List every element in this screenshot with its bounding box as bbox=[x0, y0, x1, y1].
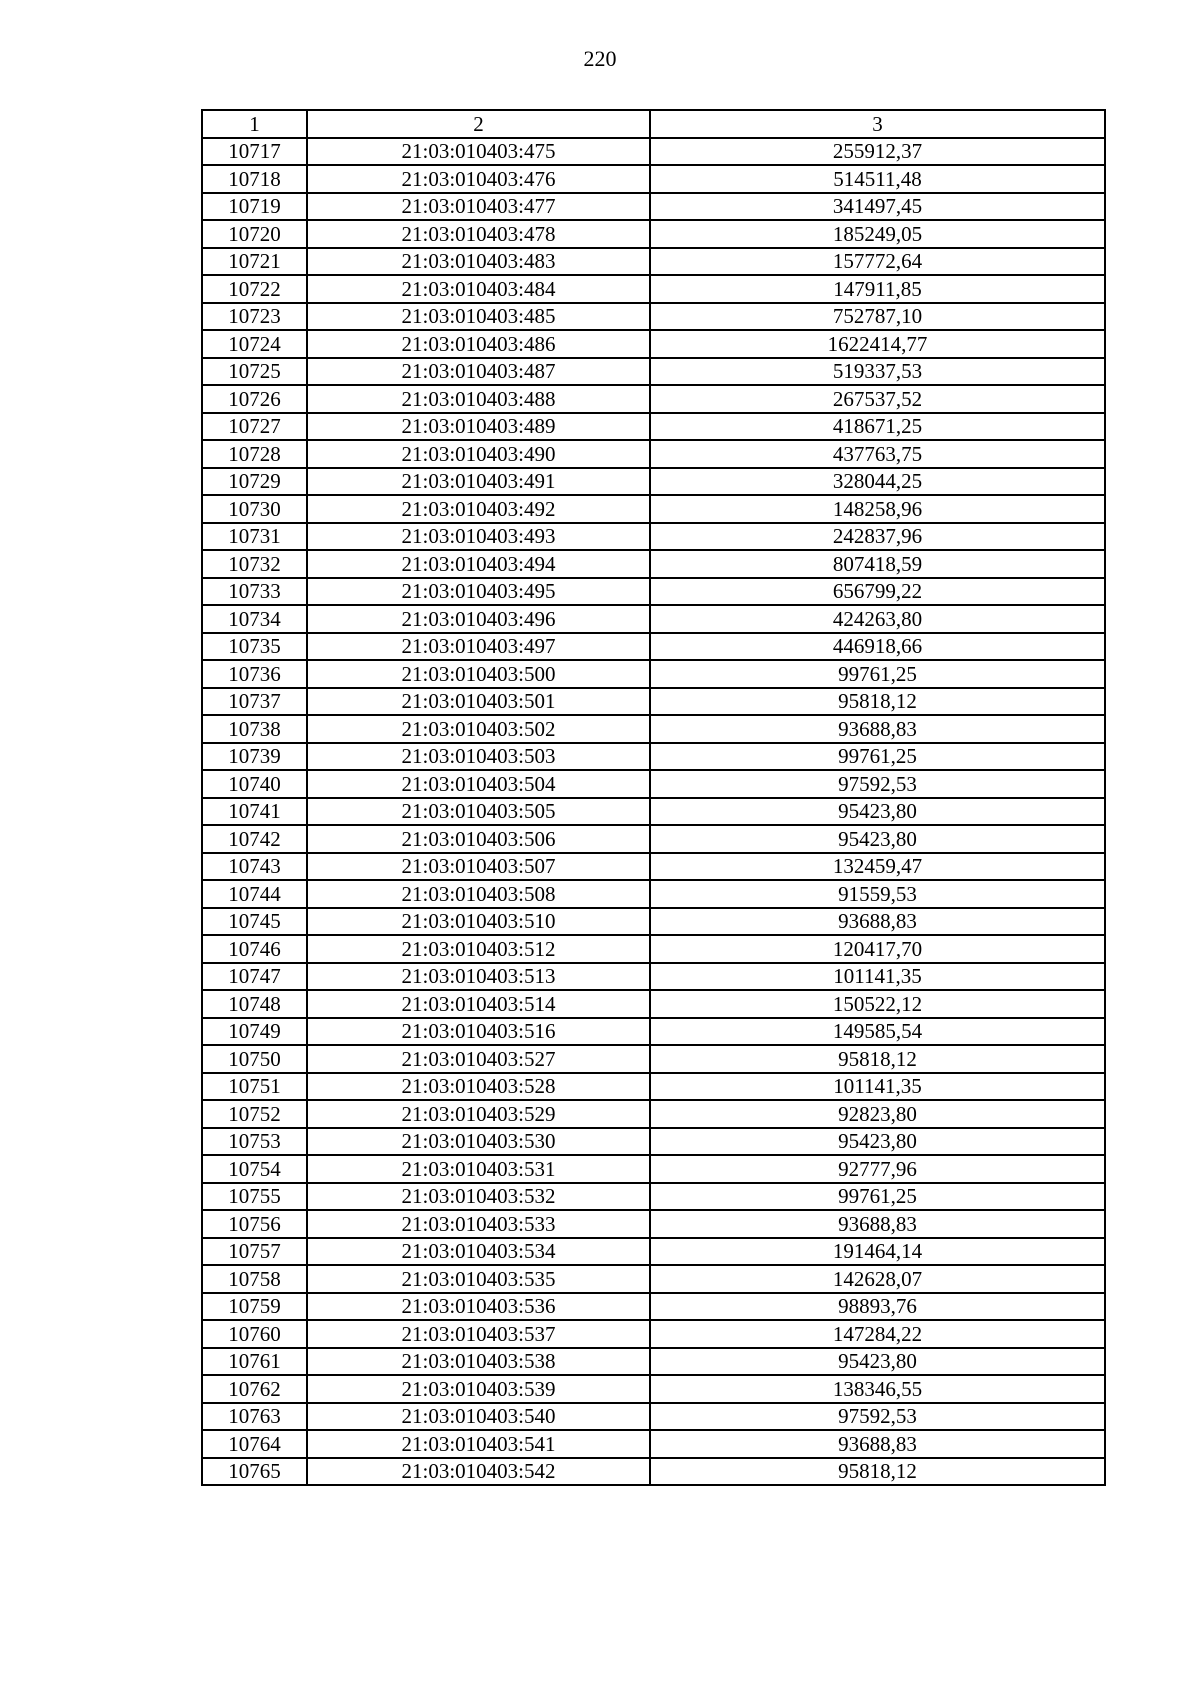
table-row bbox=[202, 688, 1105, 716]
table-row bbox=[202, 523, 1105, 551]
table-row bbox=[202, 1293, 1105, 1321]
value-cell: 185249,05 bbox=[650, 220, 1105, 248]
row-number-cell: 10755 bbox=[202, 1183, 307, 1211]
cadastral-number-cell: 21:03:010403:510 bbox=[307, 908, 650, 936]
data-table bbox=[201, 109, 1106, 1486]
row-number-cell: 10752 bbox=[202, 1100, 307, 1128]
cadastral-number-cell: 21:03:010403:537 bbox=[307, 1320, 650, 1348]
row-number-cell: 10735 bbox=[202, 633, 307, 661]
row-number-cell: 10760 bbox=[202, 1320, 307, 1348]
cadastral-number-cell: 21:03:010403:488 bbox=[307, 385, 650, 413]
cadastral-number-cell: 21:03:010403:495 bbox=[307, 578, 650, 606]
row-number-cell: 10740 bbox=[202, 770, 307, 798]
row-number-cell: 10733 bbox=[202, 578, 307, 606]
row-number-cell: 10763 bbox=[202, 1403, 307, 1431]
cadastral-number-cell: 21:03:010403:512 bbox=[307, 935, 650, 963]
cadastral-number-cell: 21:03:010403:475 bbox=[307, 138, 650, 166]
row-number-cell: 10742 bbox=[202, 825, 307, 853]
row-number-cell: 10762 bbox=[202, 1375, 307, 1403]
cadastral-number-cell: 21:03:010403:531 bbox=[307, 1155, 650, 1183]
cadastral-number-cell: 21:03:010403:539 bbox=[307, 1375, 650, 1403]
row-number-cell: 10759 bbox=[202, 1293, 307, 1321]
table-row bbox=[202, 1128, 1105, 1156]
row-number-cell: 10741 bbox=[202, 798, 307, 826]
table-row bbox=[202, 385, 1105, 413]
row-number-cell: 10734 bbox=[202, 605, 307, 633]
cadastral-number-cell: 21:03:010403:528 bbox=[307, 1073, 650, 1101]
table-row bbox=[202, 1458, 1105, 1486]
table-row bbox=[202, 1155, 1105, 1183]
value-cell: 752787,10 bbox=[650, 303, 1105, 331]
table-row bbox=[202, 468, 1105, 496]
row-number-cell: 10736 bbox=[202, 660, 307, 688]
table-row bbox=[202, 440, 1105, 468]
cadastral-number-cell: 21:03:010403:506 bbox=[307, 825, 650, 853]
value-cell: 514511,48 bbox=[650, 165, 1105, 193]
row-number-cell: 10738 bbox=[202, 715, 307, 743]
cadastral-number-cell: 21:03:010403:538 bbox=[307, 1348, 650, 1376]
header-row bbox=[202, 110, 1105, 138]
value-cell: 95818,12 bbox=[650, 688, 1105, 716]
row-number-cell: 10757 bbox=[202, 1238, 307, 1266]
value-cell: 91559,53 bbox=[650, 880, 1105, 908]
row-number-cell: 10764 bbox=[202, 1430, 307, 1458]
table-row bbox=[202, 660, 1105, 688]
row-number-cell: 10729 bbox=[202, 468, 307, 496]
value-cell: 147284,22 bbox=[650, 1320, 1105, 1348]
value-cell: 656799,22 bbox=[650, 578, 1105, 606]
cadastral-number-cell: 21:03:010403:535 bbox=[307, 1265, 650, 1293]
table-body bbox=[202, 138, 1105, 1486]
table-row bbox=[202, 138, 1105, 166]
table-row bbox=[202, 1210, 1105, 1238]
row-number-cell: 10751 bbox=[202, 1073, 307, 1101]
table-row bbox=[202, 275, 1105, 303]
value-cell: 95818,12 bbox=[650, 1458, 1105, 1486]
table-row bbox=[202, 303, 1105, 331]
row-number-cell: 10732 bbox=[202, 550, 307, 578]
value-cell: 255912,37 bbox=[650, 138, 1105, 166]
value-cell: 157772,64 bbox=[650, 248, 1105, 276]
value-cell: 446918,66 bbox=[650, 633, 1105, 661]
table-row bbox=[202, 1100, 1105, 1128]
row-number-cell: 10749 bbox=[202, 1018, 307, 1046]
table-row bbox=[202, 633, 1105, 661]
cadastral-number-cell: 21:03:010403:483 bbox=[307, 248, 650, 276]
row-number-cell: 10753 bbox=[202, 1128, 307, 1156]
table-row bbox=[202, 495, 1105, 523]
cadastral-number-cell: 21:03:010403:485 bbox=[307, 303, 650, 331]
value-cell: 98893,76 bbox=[650, 1293, 1105, 1321]
column-header-2: 2 bbox=[307, 110, 650, 138]
table-row bbox=[202, 963, 1105, 991]
page-number: 220 bbox=[583, 46, 617, 71]
table-row bbox=[202, 330, 1105, 358]
table-row bbox=[202, 1183, 1105, 1211]
value-cell: 437763,75 bbox=[650, 440, 1105, 468]
value-cell: 95423,80 bbox=[650, 1348, 1105, 1376]
table-row bbox=[202, 220, 1105, 248]
row-number-cell: 10730 bbox=[202, 495, 307, 523]
cadastral-number-cell: 21:03:010403:532 bbox=[307, 1183, 650, 1211]
cadastral-number-cell: 21:03:010403:502 bbox=[307, 715, 650, 743]
row-number-cell: 10722 bbox=[202, 275, 307, 303]
cadastral-number-cell: 21:03:010403:508 bbox=[307, 880, 650, 908]
value-cell: 1622414,77 bbox=[650, 330, 1105, 358]
cadastral-number-cell: 21:03:010403:513 bbox=[307, 963, 650, 991]
value-cell: 93688,83 bbox=[650, 1430, 1105, 1458]
row-number-cell: 10724 bbox=[202, 330, 307, 358]
cadastral-number-cell: 21:03:010403:501 bbox=[307, 688, 650, 716]
table-row bbox=[202, 1265, 1105, 1293]
table-row bbox=[202, 248, 1105, 276]
column-header-3: 3 bbox=[650, 110, 1105, 138]
row-number-cell: 10746 bbox=[202, 935, 307, 963]
table-row bbox=[202, 165, 1105, 193]
value-cell: 99761,25 bbox=[650, 660, 1105, 688]
value-cell: 97592,53 bbox=[650, 1403, 1105, 1431]
cadastral-number-cell: 21:03:010403:477 bbox=[307, 193, 650, 221]
value-cell: 97592,53 bbox=[650, 770, 1105, 798]
table-row bbox=[202, 605, 1105, 633]
cadastral-number-cell: 21:03:010403:489 bbox=[307, 413, 650, 441]
cadastral-number-cell: 21:03:010403:527 bbox=[307, 1045, 650, 1073]
row-number-cell: 10758 bbox=[202, 1265, 307, 1293]
value-cell: 148258,96 bbox=[650, 495, 1105, 523]
cadastral-number-cell: 21:03:010403:534 bbox=[307, 1238, 650, 1266]
row-number-cell: 10756 bbox=[202, 1210, 307, 1238]
table-row bbox=[202, 825, 1105, 853]
cadastral-number-cell: 21:03:010403:540 bbox=[307, 1403, 650, 1431]
cadastral-number-cell: 21:03:010403:541 bbox=[307, 1430, 650, 1458]
value-cell: 93688,83 bbox=[650, 1210, 1105, 1238]
table-row bbox=[202, 770, 1105, 798]
cadastral-number-cell: 21:03:010403:478 bbox=[307, 220, 650, 248]
row-number-cell: 10717 bbox=[202, 138, 307, 166]
table-row bbox=[202, 798, 1105, 826]
row-number-cell: 10719 bbox=[202, 193, 307, 221]
value-cell: 519337,53 bbox=[650, 358, 1105, 386]
row-number-cell: 10725 bbox=[202, 358, 307, 386]
table-row bbox=[202, 853, 1105, 881]
value-cell: 147911,85 bbox=[650, 275, 1105, 303]
row-number-cell: 10720 bbox=[202, 220, 307, 248]
value-cell: 93688,83 bbox=[650, 908, 1105, 936]
value-cell: 101141,35 bbox=[650, 963, 1105, 991]
value-cell: 95423,80 bbox=[650, 798, 1105, 826]
value-cell: 101141,35 bbox=[650, 1073, 1105, 1101]
cadastral-number-cell: 21:03:010403:542 bbox=[307, 1458, 650, 1486]
table-row bbox=[202, 193, 1105, 221]
table-row bbox=[202, 935, 1105, 963]
row-number-cell: 10754 bbox=[202, 1155, 307, 1183]
table-row bbox=[202, 578, 1105, 606]
row-number-cell: 10718 bbox=[202, 165, 307, 193]
row-number-cell: 10739 bbox=[202, 743, 307, 771]
table-row bbox=[202, 1320, 1105, 1348]
value-cell: 99761,25 bbox=[650, 1183, 1105, 1211]
cadastral-number-cell: 21:03:010403:500 bbox=[307, 660, 650, 688]
cadastral-number-cell: 21:03:010403:492 bbox=[307, 495, 650, 523]
value-cell: 95818,12 bbox=[650, 1045, 1105, 1073]
cadastral-number-cell: 21:03:010403:486 bbox=[307, 330, 650, 358]
cadastral-number-cell: 21:03:010403:530 bbox=[307, 1128, 650, 1156]
value-cell: 191464,14 bbox=[650, 1238, 1105, 1266]
table-row bbox=[202, 1348, 1105, 1376]
value-cell: 142628,07 bbox=[650, 1265, 1105, 1293]
cadastral-number-cell: 21:03:010403:514 bbox=[307, 990, 650, 1018]
cadastral-number-cell: 21:03:010403:484 bbox=[307, 275, 650, 303]
value-cell: 424263,80 bbox=[650, 605, 1105, 633]
cadastral-number-cell: 21:03:010403:503 bbox=[307, 743, 650, 771]
cadastral-number-cell: 21:03:010403:497 bbox=[307, 633, 650, 661]
table-row bbox=[202, 715, 1105, 743]
value-cell: 807418,59 bbox=[650, 550, 1105, 578]
row-number-cell: 10744 bbox=[202, 880, 307, 908]
value-cell: 95423,80 bbox=[650, 1128, 1105, 1156]
row-number-cell: 10761 bbox=[202, 1348, 307, 1376]
table-row bbox=[202, 1375, 1105, 1403]
value-cell: 95423,80 bbox=[650, 825, 1105, 853]
cadastral-number-cell: 21:03:010403:494 bbox=[307, 550, 650, 578]
value-cell: 149585,54 bbox=[650, 1018, 1105, 1046]
table-row bbox=[202, 1018, 1105, 1046]
table-row bbox=[202, 358, 1105, 386]
table-row bbox=[202, 1045, 1105, 1073]
row-number-cell: 10743 bbox=[202, 853, 307, 881]
row-number-cell: 10747 bbox=[202, 963, 307, 991]
value-cell: 418671,25 bbox=[650, 413, 1105, 441]
value-cell: 99761,25 bbox=[650, 743, 1105, 771]
cadastral-number-cell: 21:03:010403:516 bbox=[307, 1018, 650, 1046]
table-row bbox=[202, 1238, 1105, 1266]
cadastral-number-cell: 21:03:010403:533 bbox=[307, 1210, 650, 1238]
value-cell: 138346,55 bbox=[650, 1375, 1105, 1403]
table-row bbox=[202, 1073, 1105, 1101]
cadastral-number-cell: 21:03:010403:504 bbox=[307, 770, 650, 798]
value-cell: 92777,96 bbox=[650, 1155, 1105, 1183]
row-number-cell: 10750 bbox=[202, 1045, 307, 1073]
value-cell: 341497,45 bbox=[650, 193, 1105, 221]
cadastral-number-cell: 21:03:010403:476 bbox=[307, 165, 650, 193]
table-row bbox=[202, 908, 1105, 936]
cadastral-number-cell: 21:03:010403:536 bbox=[307, 1293, 650, 1321]
table-row bbox=[202, 1403, 1105, 1431]
value-cell: 150522,12 bbox=[650, 990, 1105, 1018]
row-number-cell: 10748 bbox=[202, 990, 307, 1018]
row-number-cell: 10721 bbox=[202, 248, 307, 276]
table-row bbox=[202, 413, 1105, 441]
table-row bbox=[202, 990, 1105, 1018]
row-number-cell: 10737 bbox=[202, 688, 307, 716]
table-row bbox=[202, 550, 1105, 578]
column-header-1: 1 bbox=[202, 110, 307, 138]
value-cell: 93688,83 bbox=[650, 715, 1105, 743]
cadastral-number-cell: 21:03:010403:491 bbox=[307, 468, 650, 496]
row-number-cell: 10727 bbox=[202, 413, 307, 441]
table-row bbox=[202, 1430, 1105, 1458]
cadastral-number-cell: 21:03:010403:529 bbox=[307, 1100, 650, 1128]
row-number-cell: 10765 bbox=[202, 1458, 307, 1486]
value-cell: 120417,70 bbox=[650, 935, 1105, 963]
row-number-cell: 10731 bbox=[202, 523, 307, 551]
value-cell: 92823,80 bbox=[650, 1100, 1105, 1128]
table-row bbox=[202, 880, 1105, 908]
row-number-cell: 10726 bbox=[202, 385, 307, 413]
cadastral-number-cell: 21:03:010403:493 bbox=[307, 523, 650, 551]
cadastral-number-cell: 21:03:010403:496 bbox=[307, 605, 650, 633]
cadastral-number-cell: 21:03:010403:490 bbox=[307, 440, 650, 468]
table-header bbox=[202, 110, 1105, 138]
row-number-cell: 10723 bbox=[202, 303, 307, 331]
value-cell: 267537,52 bbox=[650, 385, 1105, 413]
value-cell: 132459,47 bbox=[650, 853, 1105, 881]
value-cell: 328044,25 bbox=[650, 468, 1105, 496]
cadastral-number-cell: 21:03:010403:505 bbox=[307, 798, 650, 826]
value-cell: 242837,96 bbox=[650, 523, 1105, 551]
row-number-cell: 10728 bbox=[202, 440, 307, 468]
row-number-cell: 10745 bbox=[202, 908, 307, 936]
table-row bbox=[202, 743, 1105, 771]
cadastral-number-cell: 21:03:010403:507 bbox=[307, 853, 650, 881]
cadastral-number-cell: 21:03:010403:487 bbox=[307, 358, 650, 386]
